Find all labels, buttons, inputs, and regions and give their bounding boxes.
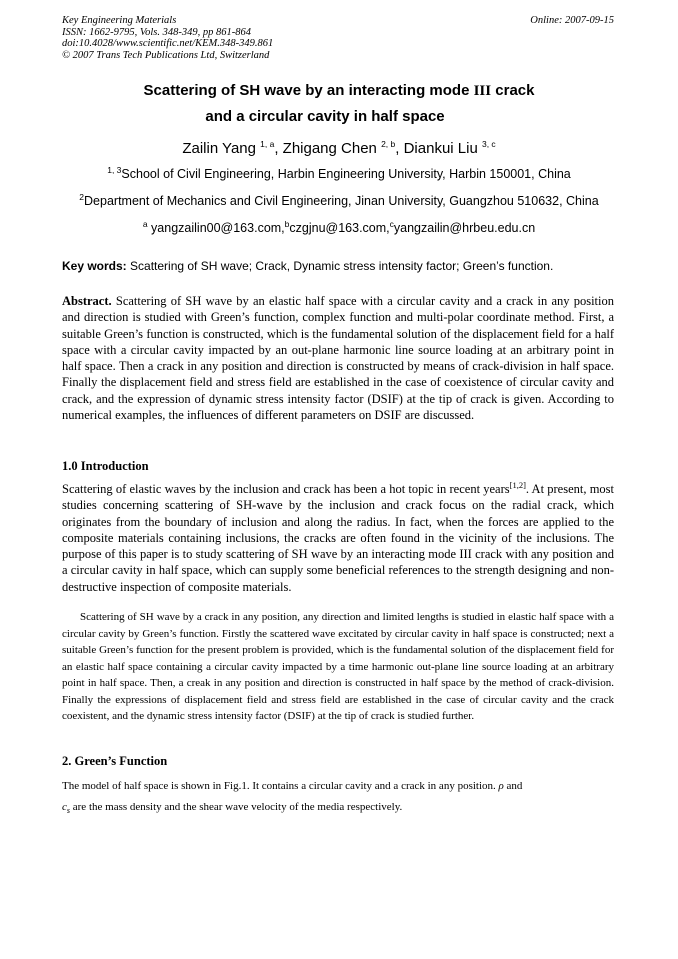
issn-line: ISSN: 1662-9795, Vols. 348-349, pp 861-864	[62, 26, 251, 38]
paper-title-line1: Scattering of SH wave by an interacting mode III crack	[143, 82, 535, 99]
affiliation-2: $^2$Department of Mechanics and Civil Engineering, Jinan University, Guangzhou 510632, China	[79, 191, 599, 208]
author-list: Zailin Yang $^{1, a}$, Zhigang Chen $^{2, b}$, Diankui Liu $^{3, c}$	[182, 139, 496, 157]
online-date: Online: 2007-09-15	[530, 15, 614, 26]
introduction-paragraph-2: Scattering of SH wave by a crack in any position, any direction and limited lengths is studied in elastic half space with a circular cavity by Green’s function. Firstly the scattered wave excitated by circular cavity in half space is constructed; next a suitable Green’s function for the present problem is provided, which is the fundamental solution of the displacement field for an elastic half space containing a circular cavity impacted by a time harmonic out-plane line source loading at an arbitrary point in half space. Then, a creak in any position and direction is constructed in half space by the method of crack-division. Finally the expressions of displacement field and stress field are established in the case of circular cavity and the crack coexistent, and the dynamic stress intensity factor (DSIF) at the tip of crack is studied further.	[62, 611, 614, 722]
journal-header	[62, 15, 273, 61]
doi-line: doi:10.4028/www.scientific.net/KEM.348-349.861	[62, 38, 274, 49]
journal-name: Key Engineering Materials	[62, 15, 177, 26]
paper-title-line2: and a circular cavity in half space	[205, 108, 445, 125]
keywords: Key words: Scattering of SH wave; Crack, Dynamic stress intensity factor; Green’s function.	[62, 259, 554, 273]
copyright-line: © 2007 Trans Tech Publications Ltd, Switzerland	[62, 49, 270, 61]
abstract: Abstract. Scattering of SH wave by an elastic half space with a circular cavity and a crack in any position and direction is studied with Green’s function, complex function and multi-polar coordinate method. First, a suitable Green’s function is constructed, which is the fundamental solution of the displacement field for a half space with a circular cavity impacted by an out-plane harmonic line source loading at an arbitrary point in half space. Then a crack in any position and direction is constructed by means of crack-division in half space. Finally the displacement field and stress field are established in the case of coexistence of circular cavity and crack, and the expression of dynamic stress intensity factor (DSIF) at the tip of crack is given. According to numerical examples, the influences of different parameters on DSIF are discussed.	[62, 294, 614, 423]
introduction-paragraph-1: Scattering of elastic waves by the inclusion and crack has been a hot topic in recent years[1,2]. At present, most studies concerning scattering of SH-wave by the inclusion and crack focus on the radial crack, which originates from the boundary of inclusion and along the radius. In fact, when the forces are applied to the composite materials containing inclusions, the cracks are often found in the vicinity of the inclusions. The purpose of this paper is to study scattering of SH wave by an interacting mode III crack with any position and a circular cavity in half space, which can supply some beneficial references to the strength designing and non-destructive inspection of composite materials.	[62, 479, 614, 594]
affiliation-1: $^{1, 3}$School of Civil Engineering, Harbin Engineering University, Harbin 150001, China	[107, 164, 571, 181]
rho-symbol: ρ	[498, 780, 504, 792]
cs-symbol: c	[62, 801, 67, 813]
author-emails: $^a$ yangzailin00@163.com,$^b$czgjnu@163.com,$^c$yangzailin@hrbeu.edu.cn	[142, 218, 536, 235]
section-heading-introduction: 1.0 Introduction	[62, 459, 149, 473]
citation-ref: [1,2]	[509, 479, 526, 490]
section-heading-greens-function: 2. Green’s Function	[62, 754, 168, 768]
greens-function-paragraph: The model of half space is shown in Fig.1. It contains a circular cavity and a crack in any position. ρ and $c_s$ are the mass density and the shear wave velocity of the media respectively.	[62, 780, 523, 816]
